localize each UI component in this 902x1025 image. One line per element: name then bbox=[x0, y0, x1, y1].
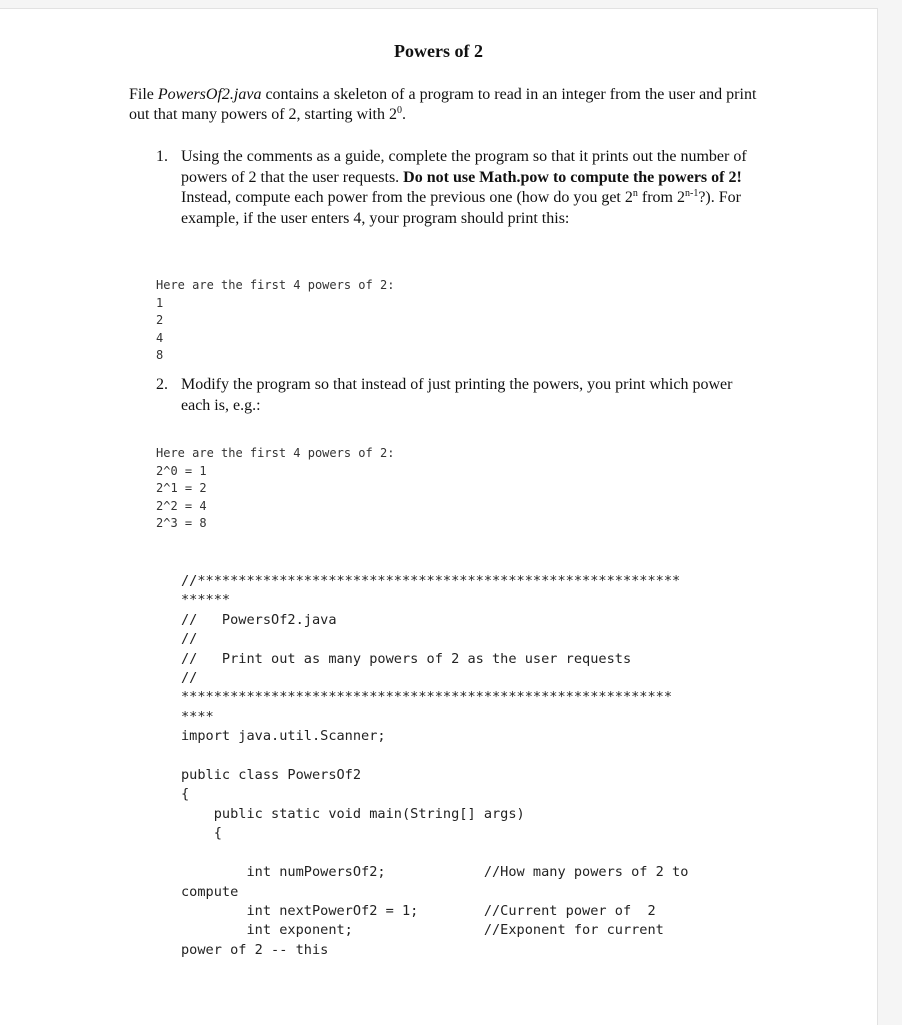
item1-text-1: Using the comments as a guide, complete the program so that it prints out the number of powers of 2 that the user requests. bbox=[181, 148, 747, 186]
code-line: { bbox=[181, 786, 190, 803]
instruction-item-2 bbox=[156, 375, 756, 416]
code-line: int exponent; //Exponent for current bbox=[181, 922, 664, 939]
item-body-2: Modify the program so that instead of just printing the powers, you print which power each is, e.g.: bbox=[181, 376, 733, 414]
intro-text-2: contains a skeleton of a program to read in an integer from the user and print out that many powers of 2, starting with 2 bbox=[129, 86, 757, 123]
code-line: int nextPowerOf2 = 1; //Current power of 2 bbox=[181, 902, 656, 919]
output-line: 4 bbox=[156, 330, 164, 345]
output-line: Here are the first 4 powers of 2: bbox=[156, 446, 395, 460]
item1-text-3: from 2 bbox=[637, 189, 685, 206]
item-number-1: 1. bbox=[156, 148, 168, 165]
code-line: ************************************************************ bbox=[181, 689, 673, 706]
item1-text-2: Instead, compute each power from the previous one (how do you get 2 bbox=[181, 189, 633, 206]
item-body-1 bbox=[181, 147, 756, 229]
code-line bbox=[181, 844, 688, 863]
item1-sup-n: n bbox=[632, 188, 638, 199]
output-line: 2^2 = 4 bbox=[156, 498, 207, 513]
document-page bbox=[0, 8, 878, 1025]
intro-text-1: File bbox=[129, 86, 158, 103]
output-line: 1 bbox=[156, 295, 164, 310]
code-line: power of 2 -- this bbox=[181, 941, 329, 958]
code-line: // PowersOf2.java bbox=[181, 611, 337, 628]
intro-paragraph bbox=[129, 85, 769, 125]
code-line: { bbox=[181, 825, 222, 842]
item1-bold-warning: Do not use Math.pow to compute the powers of 2! bbox=[403, 168, 742, 186]
item1-sup-n-minus-1: n-1 bbox=[684, 188, 699, 199]
code-line bbox=[181, 747, 688, 766]
code-line: public class PowersOf2 bbox=[181, 767, 362, 784]
code-line: //*********************************************************** bbox=[181, 573, 681, 589]
intro-text-3: . bbox=[401, 106, 406, 123]
sample-output-1 bbox=[156, 277, 394, 365]
code-line: **** bbox=[181, 708, 214, 725]
code-line: // bbox=[181, 670, 198, 687]
code-line: compute bbox=[181, 883, 239, 900]
code-line: public static void main(String[] args) bbox=[181, 805, 525, 822]
intro-filename: PowersOf2.java bbox=[157, 86, 262, 103]
output-line: 2^3 = 8 bbox=[156, 516, 207, 530]
item1-text-4: ?). For example, if the user enters 4, your program should print this: bbox=[181, 189, 741, 227]
output-line: 2^0 = 1 bbox=[156, 463, 207, 478]
intro-superscript: 0 bbox=[396, 105, 402, 116]
document-title: Powers of 2 bbox=[394, 41, 483, 61]
output-line: 8 bbox=[156, 348, 164, 362]
output-line: 2 bbox=[156, 313, 164, 327]
item-number-2: 2. bbox=[156, 376, 168, 393]
instruction-item-1 bbox=[156, 147, 756, 229]
code-line: import java.util.Scanner; bbox=[181, 728, 386, 745]
output-line: Here are the first 4 powers of 2: bbox=[156, 278, 395, 292]
code-listing bbox=[181, 572, 688, 960]
code-line: // Print out as many powers of 2 as the user requests bbox=[181, 650, 632, 667]
code-line: ****** bbox=[181, 592, 231, 609]
code-line: int numPowersOf2; //How many powers of 2 to bbox=[181, 864, 689, 881]
output-line: 2^1 = 2 bbox=[156, 481, 207, 495]
sample-output-2 bbox=[156, 445, 394, 533]
code-line: // bbox=[181, 631, 198, 648]
